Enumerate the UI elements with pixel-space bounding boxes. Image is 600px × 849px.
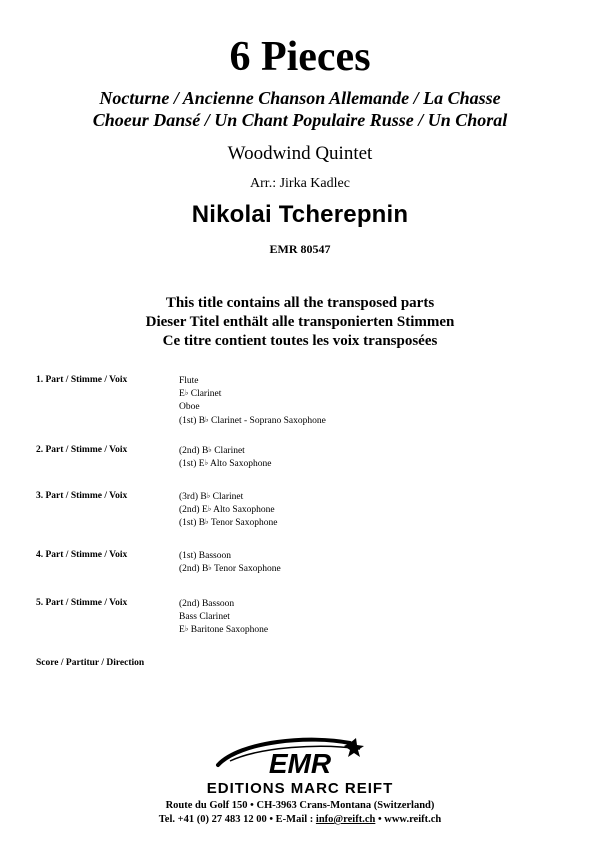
instrument-line: (1st) B♭ Tenor Saxophone	[179, 517, 278, 529]
part-3-instruments	[179, 490, 278, 530]
instrument-line: (2nd) B♭ Clarinet	[179, 445, 245, 456]
catalog-number: EMR 80547	[269, 242, 331, 256]
part-4-label: 4. Part / Stimme / Voix	[36, 550, 128, 560]
svg-text:EDITIONS MARC REIFT: EDITIONS MARC REIFT	[206, 780, 394, 795]
email-link[interactable]: info@reift.ch	[315, 814, 376, 825]
part-2-instruments	[179, 444, 271, 470]
arranger-credit: Arr.: Jirka Kadlec	[250, 176, 350, 191]
instrument-line: (3rd) B♭ Clarinet	[179, 491, 244, 502]
instrument-line: (1st) E♭ Alto Saxophone	[179, 458, 272, 470]
instrument-line: Flute	[179, 376, 199, 386]
part-2-label: 2. Part / Stimme / Voix	[36, 445, 128, 455]
ensemble-label: Woodwind Quintet	[227, 143, 373, 164]
instrument-line: (2nd) B♭ Tenor Saxophone	[179, 563, 281, 575]
svg-text:EMR: EMR	[268, 748, 332, 779]
transposed-note-en: This title contains all the transposed parts	[165, 295, 435, 311]
instrument-line: E♭ Clarinet	[179, 388, 222, 400]
publisher-contact	[0, 813, 600, 826]
movements-line-1: Nocturne / Ancienne Chanson Allemande / La Chasse	[99, 88, 501, 108]
part-5-label: 5. Part / Stimme / Voix	[36, 598, 128, 608]
instrument-line: (2nd) E♭ Alto Saxophone	[179, 504, 275, 516]
part-5-instruments	[179, 597, 268, 637]
instrument-line: Bass Clarinet	[179, 612, 230, 623]
part-1-instruments	[179, 374, 326, 427]
emr-logo	[200, 735, 400, 795]
movements-line-2: Choeur Dansé / Un Chant Populaire Russe / Un Choral	[92, 110, 508, 130]
score-label: Score / Partitur / Direction	[36, 658, 145, 668]
transposed-note-de: Dieser Titel enthält alle transponierten Stimmen	[145, 314, 455, 330]
instrument-line: (2nd) Bassoon	[179, 599, 235, 609]
instrument-line: (1st) B♭ Clarinet - Soprano Saxophone	[179, 414, 326, 426]
part-4-instruments	[179, 549, 281, 575]
instrument-line: (1st) Bassoon	[179, 551, 231, 561]
part-3-label: 3. Part / Stimme / Voix	[36, 491, 128, 501]
transposed-note-fr: Ce titre contient toutes les voix transposées	[162, 333, 438, 349]
phone-text: Tel. +41 (0) 27 483 12 00 • E-Mail :	[158, 814, 316, 825]
publisher-address: Route du Golf 150 • CH-3963 Crans-Montana (Switzerland)	[165, 800, 435, 811]
composer-name: Nikolai Tcherepnin	[191, 201, 409, 228]
part-1-label: 1. Part / Stimme / Voix	[36, 375, 128, 385]
piece-title: 6 Pieces	[229, 34, 371, 80]
instrument-line: E♭ Baritone Saxophone	[179, 624, 269, 636]
instrument-line: Oboe	[179, 402, 200, 413]
website-text[interactable]: • www.reift.ch	[375, 814, 442, 825]
